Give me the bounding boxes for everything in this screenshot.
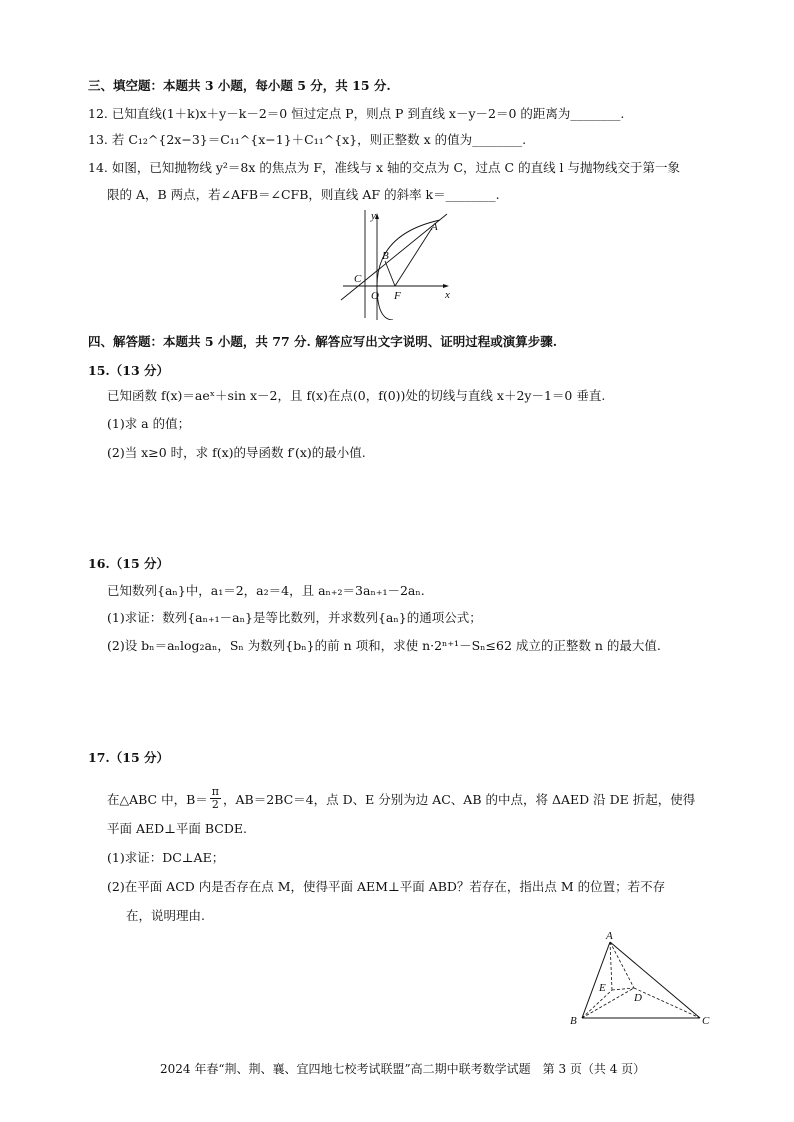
segment-bf [385,261,395,286]
label-e: E [599,982,606,994]
question-17-part-2-line-2: 在，说明理由. [126,908,205,923]
question-16-part-1: (1)求证：数列{aₙ₊₁－aₙ}是等比数列，并求数列{aₙ}的通项公式； [107,610,482,625]
parabola-curve [377,220,440,320]
fraction-pi-over-2 [210,786,221,811]
question-15-number: 15.（13 分） [88,363,169,378]
edge-ae [610,942,612,990]
edge-ac [610,942,700,1018]
question-17-part-1: (1)求证：DC⊥AE； [107,850,225,865]
edge-ab [582,942,610,1018]
question-17-part-2-line-1: (2)在平面 ACD 内是否存在点 M，使得平面 AEM⊥平面 ABD？若存在，指出点 M 的位置；若不存 [107,879,666,894]
question-17-stem-b: ，AB＝2BC＝4，点 D、E 分别为边 AC、AB 的中点，将 ΔAED 沿 DE 折起，使得 [223,791,696,807]
edge-bd [582,988,634,1018]
question-17-number: 17.（15 分） [88,750,169,765]
fraction-denominator: 2 [211,798,219,811]
tetrahedron-figure [566,930,716,1028]
question-16-stem: 已知数列{aₙ}中，a₁＝2，a₂＝4，且 aₙ₊₂＝3aₙ₊₁－2aₙ. [107,583,425,598]
edge-ad [610,942,634,988]
question-17-stem-line-1 [107,786,695,811]
question-16-part-2: (2)设 bₙ＝aₙlog₂aₙ，Sₙ 为数列{bₙ}的前 n 项和，求使 n·2ⁿ⁺¹－Sₙ≤62 成立的正整数 n 的最大值. [107,638,661,653]
question-14-line-2: 限的 A，B 两点，若∠AFB＝∠CFB，则直线 AF 的斜率 k＝________. [107,187,500,202]
edge-dc [634,988,700,1018]
label-x: x [445,289,450,301]
section-4-heading: 四、解答题：本题共 5 小题，共 77 分. 解答应写出文字说明、证明过程或演算步骤. [88,334,558,349]
fraction-numerator: π [211,785,220,798]
label-o: O [371,290,379,302]
label-b: B [382,250,389,262]
page-footer: 2024 年春“荆、荆、襄、宜四地七校考试联盟”高二期中联考数学试题 第 3 页（共 4 页） [160,1062,646,1076]
question-17-stem-a: 在△ABC 中，B＝ [107,791,208,807]
parabola-figure [335,208,460,320]
question-15-stem: 已知函数 f(x)＝aeˣ＋sin x－2，且 f(x)在点(0，f(0))处的切线与直线 x＋2y－1＝0 垂直. [107,388,606,403]
question-16-number: 16.（15 分） [88,556,169,571]
question-13: 13. 若 C₁₂^{2x−3}＝C₁₁^{x−1}＋C₁₁^{x}，则正整数 x 的值为________. [88,132,527,147]
label-b: B [570,1015,577,1027]
question-17-stem-line-2: 平面 AED⊥平面 BCDE. [107,821,247,836]
label-a: A [606,930,613,942]
question-12: 12. 已知直线(1＋k)x＋y－k－2＝0 恒过定点 P，则点 P 到直线 x－y－2＝0 的距离为________. [88,106,625,121]
label-d: D [634,992,642,1004]
question-15-part-2: (2)当 x≥0 时，求 f(x)的导函数 f′(x)的最小值. [107,445,366,460]
label-c: C [354,273,362,285]
section-3-heading: 三、填空题：本题共 3 小题，每小题 5 分，共 15 分. [88,78,391,93]
question-14-line-1: 14. 如图，已知抛物线 y²＝8x 的焦点为 F，准线与 x 轴的交点为 C，过点 C 的直线 l 与抛物线交于第一象 [88,160,681,175]
label-f: F [394,290,401,302]
label-y: y [371,210,376,222]
edge-be [582,990,612,1018]
label-a: A [431,221,438,233]
label-c: C [702,1015,710,1027]
question-15-part-1: (1)求 a 的值； [107,416,191,431]
